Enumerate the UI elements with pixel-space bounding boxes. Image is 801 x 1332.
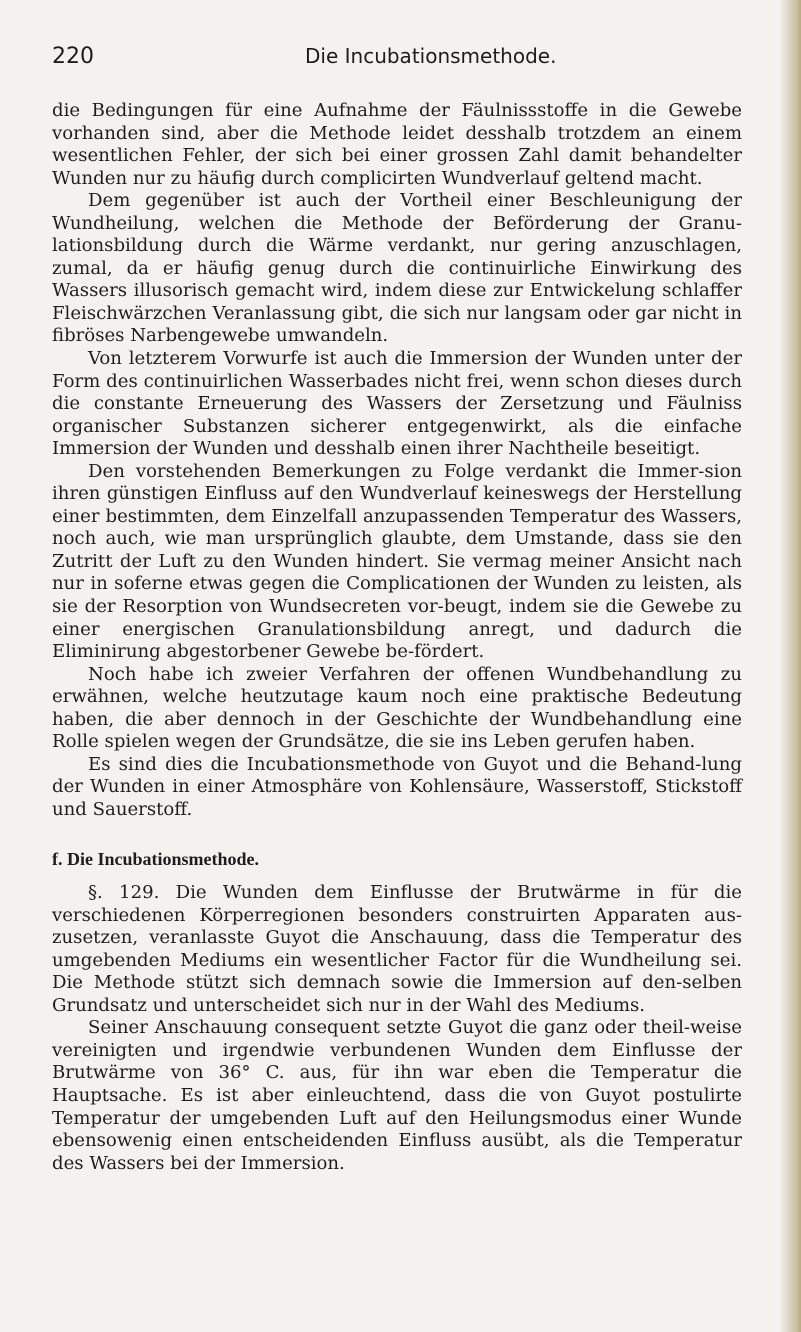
page-header xyxy=(52,44,741,72)
page-edge-shadow xyxy=(779,0,801,1332)
paragraph: §. 129. Die Wunden dem Einflusse der Brutwärme in für die verschiedenen Körperregionen besonders construirten Apparaten aus-zusetzen, veranlasste Guyot die Anschauung, dass die Temperatur des umgebenden Mediums ein wesentlicher Factor für die Wundheilung sei. Die Methode stützt sich demnach sowie die Immersion auf den-selben Grundsatz und unterscheidet sich nur in der Wahl des Mediums. xyxy=(52,882,742,1016)
paragraph: Seiner Anschauung consequent setzte Guyot die ganz oder theil-weise vereinigten und irgendwie verbundenen Wunden dem Einflusse der Brutwärme von 36° C. aus, für ihn war eben die Temperatur die Hauptsache. Es ist aber einleuchtend, dass die von Guyot postulirte Temperatur der umgebenden Luft auf den Heilungsmodus einer Wunde ebensowenig einen entscheidenden Einfluss ausübt, als die Temperatur des Wassers bei der Immersion. xyxy=(52,1017,742,1174)
body-text xyxy=(52,100,742,1175)
paragraph: Von letzterem Vorwurfe ist auch die Immersion der Wunden unter der Form des continuirlichen Wasserbades nicht frei, wenn schon dieses durch die constante Erneuerung des Wassers der Zersetzung und Fäulniss organischer Substanzen sicherer entgegenwirkt, als die einfache Immersion der Wunden und desshalb einen ihrer Nachtheile beseitigt. xyxy=(52,348,742,460)
paragraph: Es sind dies die Incubationsmethode von Guyot und die Behand-lung der Wunden in einer Atmosphäre von Kohlensäure, Wasserstoff, Stickstoff und Sauerstoff. xyxy=(52,753,742,820)
paragraph: Den vorstehenden Bemerkungen zu Folge verdankt die Immer-sion ihren günstigen Einfluss auf den Wundverlauf keineswegs der Herstellung einer bestimmten, dem Einzelfall anzupassenden Temperatur des Wassers, noch auch, wie man ursprünglich glaubte, dem Umstande, dass sie den Zutritt der Luft zu den Wunden hindert. Sie vermag meiner Ansicht nach nur in soferne etwas gegen die Complicationen der Wunden zu leisten, als sie der Resorption von Wundsecreten vor-beugt, indem sie die Gewebe zu einer energischen Granulationsbildung anregt, und dadurch die Eliminirung abgestorbener Gewebe be-fördert. xyxy=(52,460,742,663)
paragraph: Dem gegenüber ist auch der Vortheil einer Beschleunigung der Wundheilung, welchen die Methode der Beförderung der Granu-lationsbildung durch die Wärme verdankt, nur gering anzuschlagen, zumal, da er häufig genug durch die continuirliche Einwirkung des Wassers illusorisch gemacht wird, indem diese zur Entwickelung schlaffer Fleischwärzchen Veranlassung gibt, die sich nur langsam oder gar nicht in fibröses Narbengewebe umwandeln. xyxy=(52,190,742,347)
running-title: Die Incubationsmethode. xyxy=(305,44,557,68)
paragraph: die Bedingungen für eine Aufnahme der Fäulnissstoffe in die Gewebe vorhanden sind, aber die Methode leidet desshalb trotzdem an einem wesentlichen Fehler, der sich bei einer grossen Zahl damit behandelter Wunden nur zu häufig durch complicirten Wundverlauf geltend macht. xyxy=(52,100,742,189)
section-heading: f. Die Incubationsmethode. xyxy=(52,848,260,869)
page-number: 220 xyxy=(52,44,94,69)
paragraph: Noch habe ich zweier Verfahren der offenen Wundbehandlung zu erwähnen, welche heutzutage kaum noch eine praktische Bedeutung haben, die aber dennoch in der Geschichte der Wundbehandlung eine Rolle spielen wegen der Grundsätze, die sie ins Leben gerufen haben. xyxy=(52,663,742,753)
